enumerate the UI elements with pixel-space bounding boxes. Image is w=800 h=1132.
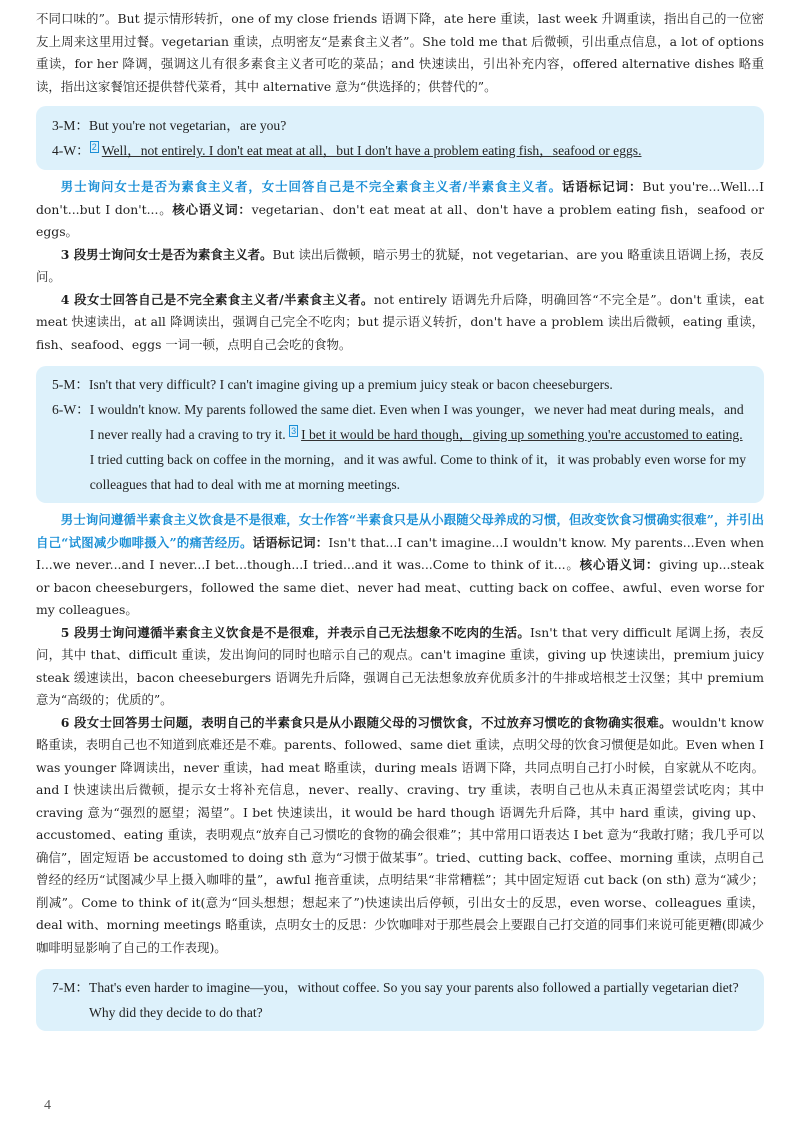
question-marker: 3 [291,426,297,436]
paragraph-3 [36,244,764,289]
paragraph-text: But 读出后微顿，暗示男士的犹疑，not vegetarian、are you 略重读且语调上扬，表反问。 [36,246,765,284]
dialogue-line-7m [52,975,750,1025]
dialogue-text-underlined: Well，not entirely. I don't eat meat at all，but I don't have a problem eating fish，seafood or eggs. [101,143,642,158]
paragraph-text: Isn't that very difficult 尾调上扬，表反问，其中 that、difficult 重读，发出询问的同时也暗示自己的观点。can't imagine 重读，giving up 快速读出，premium juicy steak 缓速读出，bacon cheeseburgers 语调先升后降，强调自己无法想象放弃优质多汁的牛排或培根芝士汉堡；其中 premium 意为“高级的；优质的”。 [36,624,764,707]
speaker-label: 6-W： [52,402,90,417]
dialogue-line-5m [52,372,750,397]
paragraph-heading: 6 段女士回答男士问题，表明自己的半素食只是从小跟随父母的习惯饮食，不过放弃习惯吃的食物确实很难。 [60,714,672,730]
speaker-label: 4-W： [52,143,90,158]
dialogue-text: That's even harder to imagine—you，without coffee. So you say your parents also followed a partially vegetarian diet? Why did they decide to do that? [89,980,739,1020]
paragraph-heading: 3 段男士询问女士是否为素食主义者。 [60,246,273,262]
paragraph-heading: 5 段男士询问遵循半素食主义饮食是不是很难，并表示自己无法想象不吃肉的生活。 [60,624,531,640]
dialogue-text: I wouldn't know. My parents followed the same diet. Even when I was younger，we never had meat during meals，and I never really had a craving to try it. [89,402,744,442]
dialogue-line-6w [52,397,750,497]
core-words: vegetarian、don't eat meat at all、don't have a problem eating fish，seafood or eggs。 [36,201,765,239]
analysis-summary: 男士询问女士是否为素食主义者，女士回答自己是不完全素食主义者/半素食主义者。 [60,179,562,194]
paragraph-heading: 4 段女士回答自己是不完全素食主义者/半素食主义者。 [60,291,374,307]
dialogue-line-4w [52,138,750,163]
core-words-label: 核心语义词： [579,557,660,572]
page-content [36,8,764,1031]
marker-words: Isn't that...I can't imagine...I wouldn't know. My parents...Even when I...we never...and I never...I bet...though...I tried...and it was...Come to think of it...。 [36,534,765,572]
dialogue-box-3 [36,969,764,1031]
paragraph-5 [36,622,764,712]
dialogue-line-3m [52,113,750,138]
paragraph-text: wouldn't know 略重读，表明自己也不知道到底难还是不难。parents、followed、same diet 重读，点明父母的饮食习惯便是如此。Even when I was younger 降调读出，never 重读，had meat 略重读，during meals 语调下降，共同点明自己打小时候，自家就从不吃肉。and I 快速读出后微顿，提示女士将补充信息，never、really、craving、try 重读，表明自己也从未真正渴望尝试吃肉；其中 craving 意为“强烈的愿望；渴望”。I bet 快速读出，it would be hard though 语调先升后降，其中 hard 重读，giving up、accustomed、eating 重读，表明观点“放弃自己习惯吃的食物的确会很难”；其中常用口语表达 I bet 意为“我敢打赌；我几乎可以确信”，固定短语 be accustomed to doing sth 意为“习惯于做某事”。tried、cutting back、coffee、morning 重读，点明自己曾经的经历“试图减少早上摄入咖啡的量”，awful 拖音重读，点明结果“非常糟糕”；其中固定短语 cut back (on sth) 意为“减少；削减”。Come to think of it(意为“回头想想；想起来了”)快速读出后停顿，引出女士的反思，even worse、colleagues 重读，deal with、morning meetings 略重读，点明女士的反思：少饮咖啡对于那些晨会上要跟自己打交道的同事们来说可能更糟(即减少咖啡明显影响了自己的工作表现)。 [36,714,764,955]
marker-words: But you're...Well...I don't...but I don't...。 [36,179,765,217]
page-number: 4 [44,1098,51,1113]
question-marker: 2 [91,142,97,152]
paragraph-4 [36,289,764,357]
analysis-1 [36,176,764,244]
dialogue-text: But you're not vegetarian，are you? [89,118,287,133]
dialogue-text: I tried cutting back on coffee in the morning，and it was awful. Come to think of it，it was probably even worse for my colleagues that had to deal with me at morning meetings. [89,452,746,492]
dialogue-box-2 [36,366,764,503]
speaker-label: 5-M： [52,377,90,392]
dialogue-text-underlined: I bet it would be hard though，giving up something you're accustomed to eating. [301,427,743,442]
speaker-label: 3-M： [52,118,90,133]
paragraph-text: not entirely 语调先升后降，明确回答“不完全是”。don't 重读，eat meat 快速读出，at all 降调读出，强调自己完全不吃肉；but 提示语义转折，don't have a problem 读出后微顿，eating 重读，fish、seafood、eggs 一词一顿，点明自己会吃的食物。 [36,291,764,352]
paragraph-continued: 不同口味的”。But 提示情形转折，one of my close friends 语调下降，ate here 重读，last week 升调重读，指出自己的一位密友上周来这里用过餐。vegetarian 重读，点明密友“是素食主义者”。She told me that 后微顿，引出重点信息，a lot of options 重读，for her 降调，强调这儿有很多素食主义者可吃的菜品；and 快速读出，引出补充内容，offered alternative dishes 略重读，指出这家餐馆还提供替代菜肴，其中 alternative 意为“供选择的；供替代的”。 [36,11,764,94]
paragraph-6 [36,712,764,960]
dialogue-text: Isn't that very difficult? I can't imagine giving up a premium juicy steak or bacon cheeseburgers. [89,377,613,392]
speaker-label: 7-M： [52,980,90,995]
marker-words-label: 话语标记词： [562,179,643,194]
dialogue-box-1 [36,106,764,170]
core-words: giving up...steak or bacon cheeseburgers，followed the same diet、never had meat、cutting back on coffee、awful、even worse for my colleagues。 [36,557,764,617]
core-words-label: 核心语义词： [172,201,252,217]
analysis-summary: 男士询问遵循半素食主义饮食是不是很难，女士作答“半素食只是从小跟随父母养成的习惯，但改变饮食习惯确实很难”，并引出自己“试图减少咖啡摄入”的痛苦经历。 [36,512,764,550]
marker-words-label: 话语标记词： [252,534,329,550]
analysis-2 [36,509,764,622]
